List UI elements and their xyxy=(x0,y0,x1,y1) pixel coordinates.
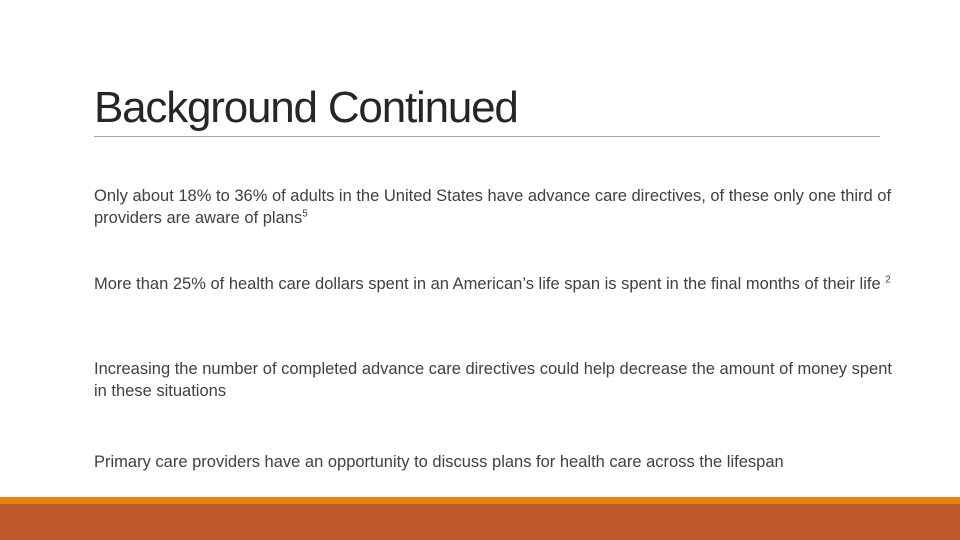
paragraph-text: Only about 18% to 36% of adults in the United States have advance care directives, of these only one third of providers are aware of plans xyxy=(94,187,892,227)
slide-title: Background Continued xyxy=(94,83,518,132)
bullet-paragraph xyxy=(94,273,894,295)
bullet-paragraph xyxy=(94,185,894,229)
paragraph-text: Primary care providers have an opportunity to discuss plans for health care across the lifespan xyxy=(94,453,784,471)
accent-stripe xyxy=(0,497,960,504)
bullet-paragraph xyxy=(94,358,894,402)
title-underline xyxy=(94,136,880,137)
citation-superscript: 5 xyxy=(302,208,308,220)
footer-band xyxy=(0,504,960,540)
paragraph-text: Increasing the number of completed advance care directives could help decrease the amount of money spent in these situations xyxy=(94,360,892,400)
paragraph-text: More than 25% of health care dollars spent in an American’s life span is spent in the final months of their life xyxy=(94,275,886,293)
bullet-paragraph xyxy=(94,451,894,473)
citation-superscript: 2 xyxy=(885,274,891,286)
